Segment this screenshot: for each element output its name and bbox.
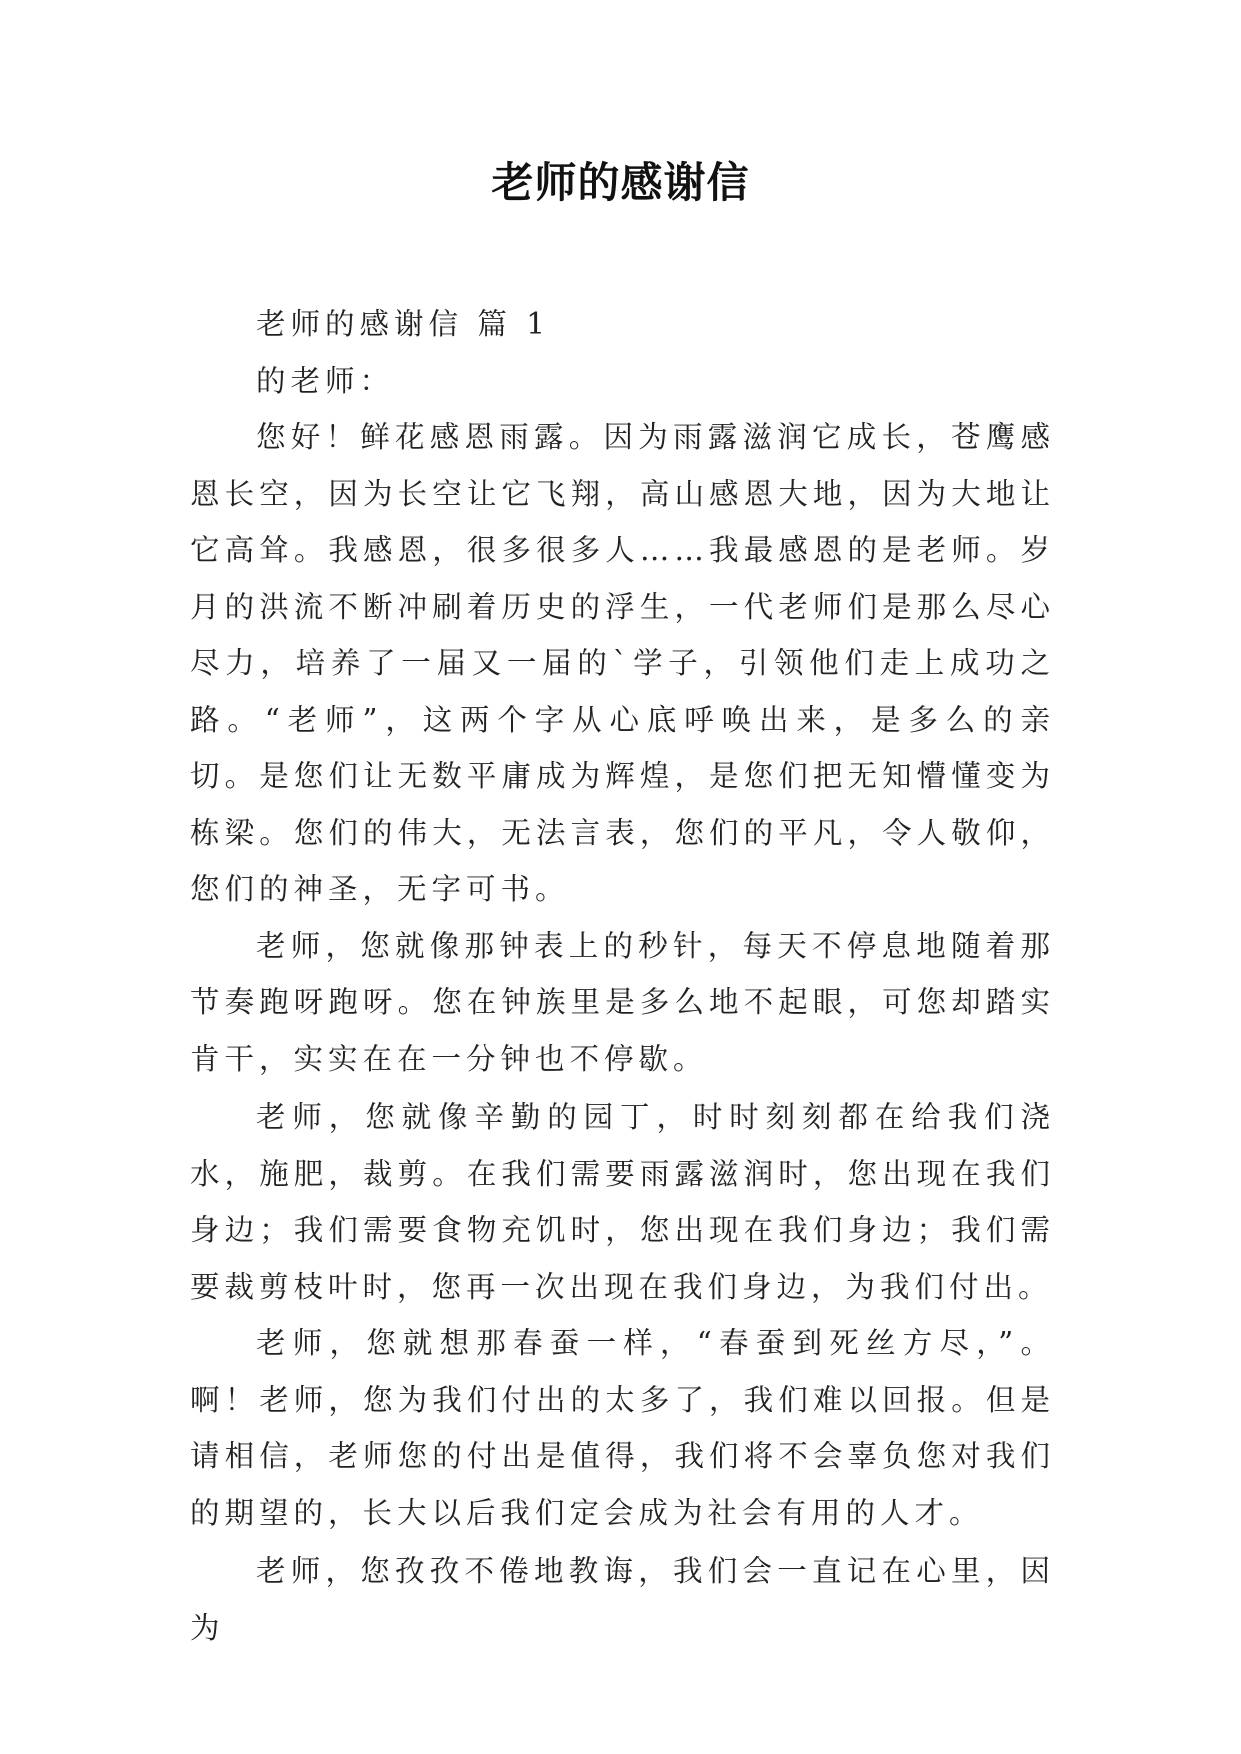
document-body (190, 296, 1055, 1656)
paragraph: 老师，您就像辛勤的园丁，时时刻刻都在给我们浇水，施肥，裁剪。在我们需要雨露滋润时，您出现在我们身边；我们需要食物充饥时，您出现在我们身边；我们需要裁剪枝叶时，您再一次出现在我们身边，为我们付出。 (190, 1100, 1055, 1304)
section-heading: 老师的感谢信 篇 1 (256, 307, 551, 341)
salutation: 的老师： (256, 363, 395, 398)
paragraph: 老师，您就像那钟表上的秒针，每天不停息地随着那节奏跑呀跑呀。您在钟族里是多么地不起眼，可您却踏实肯干，实实在在一分钟也不停歇。 (190, 928, 1055, 1076)
paragraph: 老师，您就想那春蚕一样，“春蚕到死丝方尽，”。啊！老师，您为我们付出的太多了，我们难以回报。但是请相信，老师您的付出是值得，我们将不会辜负您对我们的期望的，长大以后我们定会成为社会有用的人才。 (190, 1326, 1055, 1530)
document-title: 老师的感谢信 (491, 158, 750, 207)
paragraph: 您好！鲜花感恩雨露。因为雨露滋润它成长，苍鹰感恩长空，因为长空让它飞翔，高山感恩大地，因为大地让它高耸。我感恩，很多很多人……我最感恩的是老师。岁月的洪流不断冲刷着历史的浮生，一代老师们是那么尽心尽力，培养了一届又一届的`学子，引领他们走上成功之路。“老师”，这两个字从心底呼唤出来，是多么的亲切。是您们让无数平庸成为辉煌，是您们把无知懵懂变为栋梁。您们的伟大，无法言表，您们的平凡，令人敬仰，您们的神圣，无字可书。 (190, 420, 1055, 906)
paragraph: 老师，您孜孜不倦地教诲，我们会一直记在心里，因为 (190, 1554, 1055, 1645)
